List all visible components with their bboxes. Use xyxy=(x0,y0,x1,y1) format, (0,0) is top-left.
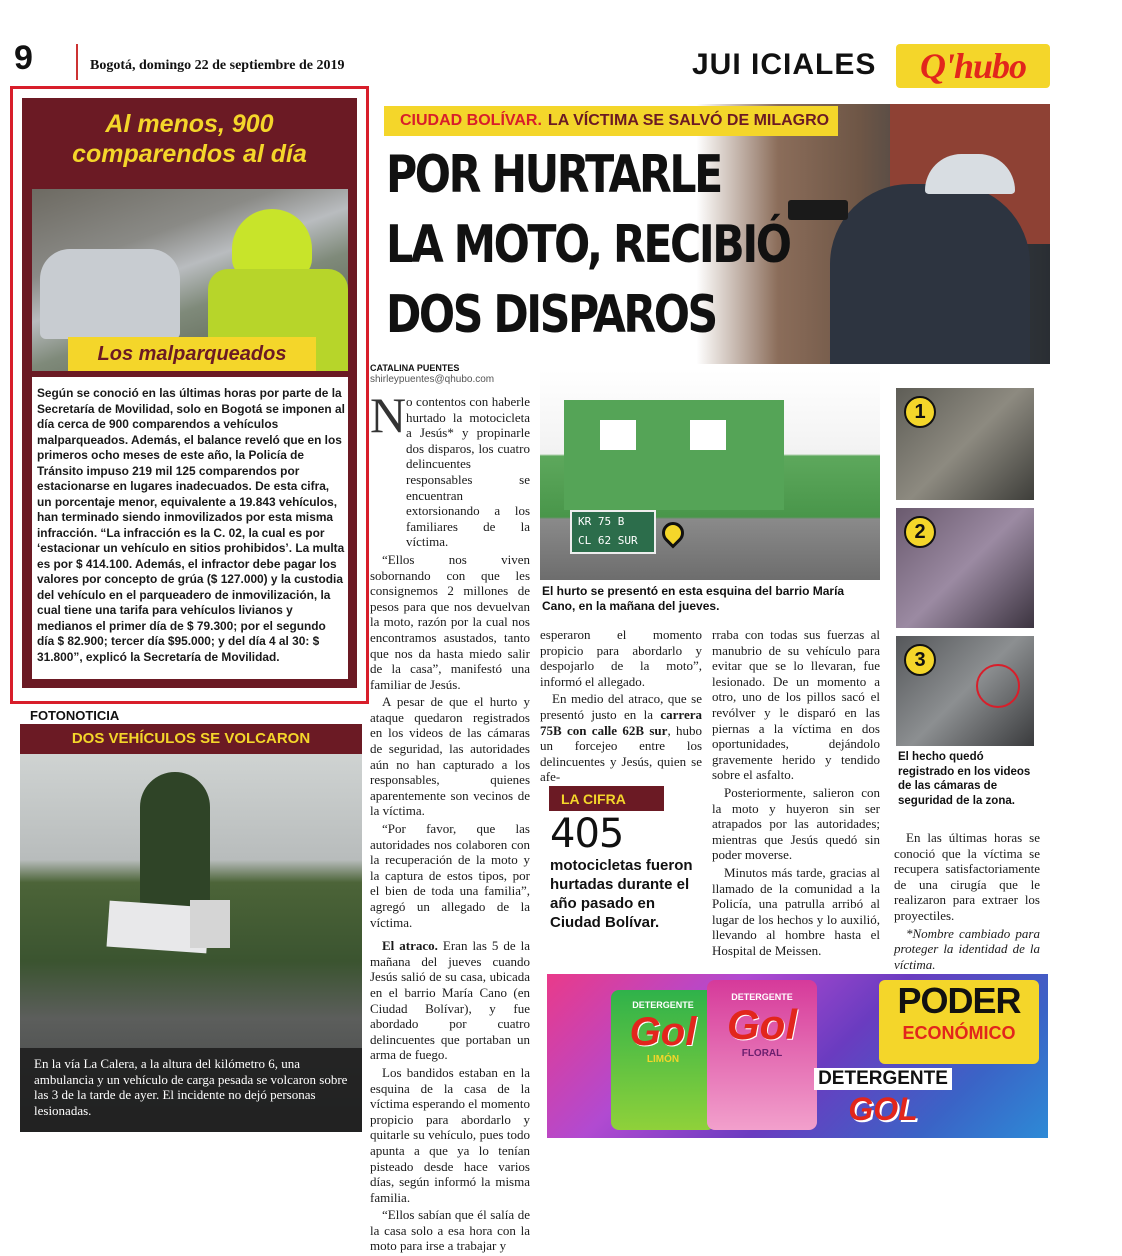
cctv-frame-3 xyxy=(896,636,1034,746)
col4-p1: En las últimas horas se conoció que la víctima se recupera satisfactoriamente de una cirugía que le realizaron para extraer los proyectiles. xyxy=(894,830,1040,923)
fotonoticia-label: FOTONOTICIA xyxy=(30,708,120,723)
article-col3 xyxy=(712,627,880,960)
headline-line3: DOS DISPAROS xyxy=(386,285,716,345)
brand-logo-text: Q'hubo xyxy=(919,46,1027,86)
hero-gun-shape xyxy=(788,200,848,220)
cctv-highlight-circle xyxy=(976,664,1020,708)
cctv-badge-2: 2 xyxy=(904,516,936,548)
ad-brand-line2: GOL xyxy=(848,1091,918,1127)
house-window-shape xyxy=(600,420,636,450)
sidebar-photo-label-text: Los malparqueados xyxy=(97,343,287,365)
col3-p3: Minutos más tarde, gracias al llamado de la comunidad a la Policía, una patrulla arribó al lugar de los hechos y lo auxilió, llevando al hombre hasta el Hospital de Meissen. xyxy=(712,864,880,958)
article-col1 xyxy=(370,387,531,1256)
author: CATALINA PUENTES xyxy=(370,363,460,373)
sidebar-photo-label xyxy=(68,337,316,371)
sidebar-body: Según se conoció en las últimas horas por parte de la Secretaría de Movilidad, solo en Bogotá se imponen al día cerca de 900 comparendos a vehículos malparqueados. Además, el balance reveló que en los primeros ocho meses de este año, la Policía de Tránsito impuso 219 mil 125 comparendos por estacionarse en lugares inadecuados. De esta cifra, un porcentaje menor, equivalente a 19.843 vehículos, han terminado siendo inmovilizados por esta misma infracción. “La infracción es la C. 02, la cual es por ‘estacionar un vehículo en sitios prohibidos’. La multa es por $ 414.100. Además, el infractor debe pagar los valores por concepto de grúa ($ 127.000) y la custodia del vehículo en el parqueadero de inmovilización, la cual tiene una tarifa para vehículos livianos y medianos el primer día de $ 79.300; por el segundo día $ 82.900; tercer día $95.000; y del día 4 al 30: $ 31.800”, explicó la Secretaría de Movilidad. xyxy=(37,386,345,664)
ad-tag-line2: ECONÓMICO xyxy=(902,1023,1016,1043)
col1-p3: A pesar de que el hurto y ataque quedaron registrados en los videos de las cámaras de seguridad, las autoridades aún no han capturado a los responsables, quienes aparentemente son vecinos de la víctima. xyxy=(370,694,530,819)
ad-pack1-brand: DETERGENTE xyxy=(632,1000,694,1010)
cctv-badge-3: 3 xyxy=(904,644,936,676)
headline-line2: LA MOTO, RECIBIÓ xyxy=(386,215,790,275)
col1-p2: “Ellos nos viven sobornando con que les consignemos 2 millones de pesos para que nos devuelvan la moto, razón por la cual nos encontramos asustados, tanto que nos da hasta miedo salir de la casa”, manifestó una familiar de Jesús. xyxy=(370,551,530,692)
col1-p5 xyxy=(370,938,530,1063)
col1-p5-text: Eran las 5 de la mañana del jueves cuando Jesús salió de su casa, ubicada en el barrio María Cano (en Ciudad Bolívar), y fue abordado por cuatro delincuentes que portaban un arma de fuego. xyxy=(370,938,531,1063)
sidebar-title-line1: Al menos, 900 xyxy=(105,110,274,138)
ad-pack1-name: Gol xyxy=(629,1010,697,1054)
page-number: 9 xyxy=(14,39,33,77)
ad-pack2-name: Gol xyxy=(727,1001,797,1048)
col1-p1 xyxy=(370,387,530,550)
header-date: Bogotá, domingo 22 de septiembre de 2019 xyxy=(90,58,345,73)
ad-brand-line1: DETERGENTE xyxy=(814,1068,952,1090)
kicker-place: CIUDAD BOLÍVAR. xyxy=(400,112,542,129)
kicker-bar xyxy=(384,106,838,136)
house-facade-shape xyxy=(564,400,784,510)
col4-note: *Nombre cambiado para proteger la identidad de la víctima. xyxy=(894,925,1040,972)
la-cifra-text: motocicletas fueron hurtadas durante el año pasado en Ciudad Bolívar. xyxy=(550,857,693,931)
ad-tag-line1: PODER xyxy=(897,980,1021,1021)
fotonoticia-photo xyxy=(20,754,362,1132)
ad-pack2-variant: FLORAL xyxy=(741,1048,783,1059)
col3-p2: Posteriormente, salieron con la moto y huyeron sin ser atrapados por las autoridades; mientras que Jesús quedó sin poder moverse. xyxy=(712,784,880,863)
cctv-frame-2 xyxy=(896,508,1034,628)
col1-p4: “Por favor, que las autoridades nos colaboren con la recuperación de la moto y la captura de estos tipos, por el bien de toda una familia”, agregó un allegado de la víctima. xyxy=(370,821,530,930)
la-cifra-label-bar xyxy=(549,786,664,811)
section-title: JUI ICIALES xyxy=(692,48,877,81)
fotonoticia-title: DOS VEHÍCULOS SE VOLCARON xyxy=(71,730,311,747)
col2-address: carrera 75B con calle 62B sur xyxy=(540,706,703,738)
street-sign-line2: CL 62 SUR xyxy=(578,534,638,547)
parked-car-shape xyxy=(40,249,180,339)
headline xyxy=(386,140,790,350)
col1-p7: “Ellos sabían que él salía de la casa solo a esa hora con la moto para irse a trabajar y xyxy=(370,1207,530,1254)
col3-p1: rraba con todas sus fuerzas al manubrio de su vehículo para evitar que se lo llevaran, fue lesionado. De un momento a otro, uno de los pillos sacó el revólver y le disparó en las piernas a la víctima en dos oportunidades, dejándolo gravemente herido y tendido sobre el asfalto. xyxy=(712,627,880,783)
author-email: shirleypuentes@qhubo.com xyxy=(370,374,495,385)
dropcap: N xyxy=(370,387,407,443)
article-col2 xyxy=(540,627,702,787)
la-cifra-label: LA CIFRA xyxy=(561,790,626,807)
sidebar-box xyxy=(10,86,369,704)
ad-pack1-variant: LIMÓN xyxy=(646,1054,680,1065)
la-cifra-number: 405 xyxy=(550,811,624,857)
sidebar-title-line2: comparendos al día xyxy=(72,140,307,168)
col1-p1-text: o contentos con haberle hurtado la motocicleta a Jesús* y propinarle dos disparos, los cuatro delincuentes responsables se encuentran extorsionando a los familiares de la víctima. xyxy=(406,394,530,550)
street-photo-caption: El hurto se presentó en esta esquina del barrio María Cano, en la mañana del jueves. xyxy=(542,584,845,613)
brand-logo xyxy=(896,44,1050,88)
street-photo xyxy=(540,370,880,580)
overturned-truck-shape xyxy=(190,900,230,948)
cctv-panel xyxy=(894,382,1036,807)
ad-brand xyxy=(793,1068,973,1128)
kicker-text: LA VÍCTIMA SE SALVÓ DE MILAGRO xyxy=(547,112,830,129)
sidebar-title xyxy=(22,109,357,169)
col2-p2a: En medio del atraco, que se presentó justo en la xyxy=(540,691,702,722)
street-sign xyxy=(570,510,656,554)
col2-p2 xyxy=(540,691,702,785)
headline-line1: POR HURTARLE xyxy=(386,145,721,205)
col1-p6: Los bandidos estaban en la esquina de la casa de la víctima esperando el momento propicio para abordarlo y quitarle su vehículo, pues todo apunta a que ya lo tenían pisteado desde hace varios días, según informó la misma familia. xyxy=(370,1064,530,1205)
col2-p2c: , hubo un forcejeo entre los delincuentes y Jesús, quien se afe- xyxy=(540,722,703,785)
col2-p1: esperaron el momento propicio para abordarlo y despojarlo de la moto”, informó el allegado. xyxy=(540,627,702,689)
street-sign-line1: KR 75 B xyxy=(578,515,625,528)
fotonoticia-title-bar xyxy=(20,724,362,754)
cctv-caption: El hecho quedó registrado en los videos de las cámaras de seguridad de la zona. xyxy=(898,751,1031,807)
fotonoticia-caption: En la vía La Calera, a la altura del kilómetro 6, una ambulancia y un vehículo de carga pesada se volcaron sobre las 3 de la tarde de ayer. El incidente no dejó personas lesionadas. xyxy=(34,1056,348,1118)
article-col4 xyxy=(894,830,1040,974)
house-window-shape-2 xyxy=(690,420,726,450)
cctv-badge-1: 1 xyxy=(904,396,936,428)
col1-subhead: El atraco. xyxy=(382,938,438,954)
ad-pack-limon xyxy=(611,990,715,1130)
header-divider xyxy=(76,44,78,80)
ad-pack2-brand: DETERGENTE xyxy=(731,992,793,1002)
ad-banner xyxy=(547,974,1048,1138)
cctv-frame-1 xyxy=(896,388,1034,500)
hero-assailant-shape xyxy=(830,184,1030,364)
ad-tag xyxy=(879,980,1039,1064)
map-pin-icon xyxy=(657,517,688,548)
